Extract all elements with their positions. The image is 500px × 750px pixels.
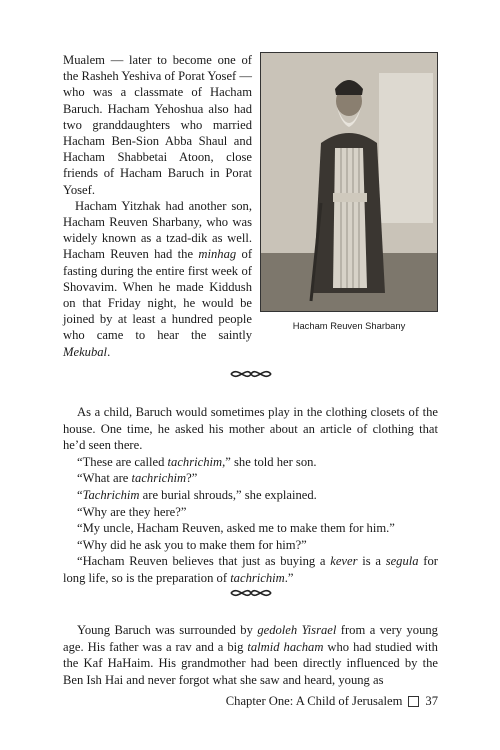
ornament-divider bbox=[228, 366, 274, 382]
text-run: ?” bbox=[186, 471, 198, 486]
dialogue-line: “Why are they here?” bbox=[77, 504, 187, 519]
text-run: “Hacham Reuven believes that just as buying a bbox=[77, 554, 331, 569]
italic-term: talmid hacham bbox=[247, 639, 324, 654]
dialogue-line: “My uncle, Hacham Reuven, asked me to make them for him.” bbox=[77, 521, 395, 536]
italic-term: Mekubal bbox=[63, 344, 108, 359]
text-run: who had studied with the Kaf HaHaim. His grandmother had been directly influenced by the Ben Ish Hai and never forgot what she saw and heard, young as bbox=[63, 639, 438, 687]
dialogue-line bbox=[63, 553, 438, 586]
text-run: Young Baruch was surrounded by bbox=[77, 623, 258, 637]
italic-term: tachrichim bbox=[230, 570, 285, 585]
paragraph bbox=[63, 198, 252, 360]
page-number: 37 bbox=[425, 694, 438, 708]
portrait-illustration bbox=[261, 53, 437, 311]
italic-term: minhag bbox=[198, 247, 237, 262]
text-run: of fasting during the entire first week of Shovavim. When he made Kiddush on that Friday night, he would be joined by at least a hundred people who came to hear the saintly bbox=[63, 247, 253, 343]
dialogue-line: “Why did he ask you to make them for him?” bbox=[77, 537, 307, 552]
italic-term: tachrichim bbox=[167, 454, 223, 469]
text-run: for long life, so is the preparation of bbox=[63, 554, 438, 585]
photo-figure bbox=[260, 52, 438, 331]
paragraph: Mualem — later to become one of the Rasheh Yeshiva of Porat Yosef — who was a classmate of Hacham Baruch. Hacham Yehoshua also had two granddaughters who married Hacham Ben-Sion Abba Shaul and Hacham Shabbetai Atoon, close friends of Hacham Baruch in Porat Yosef. bbox=[63, 53, 252, 197]
text-run: Hacham Yitzhak had another son, Hacham Reuven Sharbany, who was widely known as a tzad-dik as well. Hacham Reuven had the bbox=[63, 198, 252, 262]
square-separator-icon bbox=[408, 696, 419, 707]
page-footer bbox=[226, 694, 438, 709]
section-text bbox=[63, 404, 438, 587]
text-run: is a bbox=[357, 554, 386, 569]
italic-term: kever bbox=[330, 554, 358, 569]
italic-term: Tachrichim bbox=[82, 487, 140, 502]
left-column-text bbox=[63, 52, 252, 360]
dialogue-line bbox=[63, 454, 438, 471]
text-run: “ bbox=[77, 487, 83, 502]
text-run: .” bbox=[284, 570, 294, 585]
ornament-divider bbox=[228, 585, 274, 601]
chapter-title: Chapter One: A Child of Jerusalem bbox=[225, 694, 403, 708]
portrait-photo bbox=[260, 52, 438, 312]
text-run: “These are called bbox=[77, 454, 168, 469]
photo-caption: Hacham Reuven Sharbany bbox=[292, 320, 406, 331]
dialogue-line bbox=[63, 470, 438, 487]
text-run: are burial shrouds,” she explained. bbox=[139, 487, 317, 502]
italic-term: segula bbox=[385, 554, 419, 569]
text-run: . bbox=[107, 344, 111, 359]
italic-term: tachrichim bbox=[131, 471, 187, 486]
text-run: ,” she told her son. bbox=[222, 454, 317, 469]
dialogue-line bbox=[63, 487, 438, 504]
section-text bbox=[63, 622, 438, 688]
paragraph: As a child, Baruch would sometimes play in the clothing closets of the house. One time, he asked his mother about an article of clothing that he’d seen there. bbox=[63, 405, 438, 453]
text-run: “What are bbox=[77, 471, 132, 486]
italic-term: gedoleh Yisrael bbox=[257, 623, 337, 637]
paragraph bbox=[63, 622, 438, 688]
text-run: from a very young age. His father was a rav and a big bbox=[63, 623, 438, 654]
